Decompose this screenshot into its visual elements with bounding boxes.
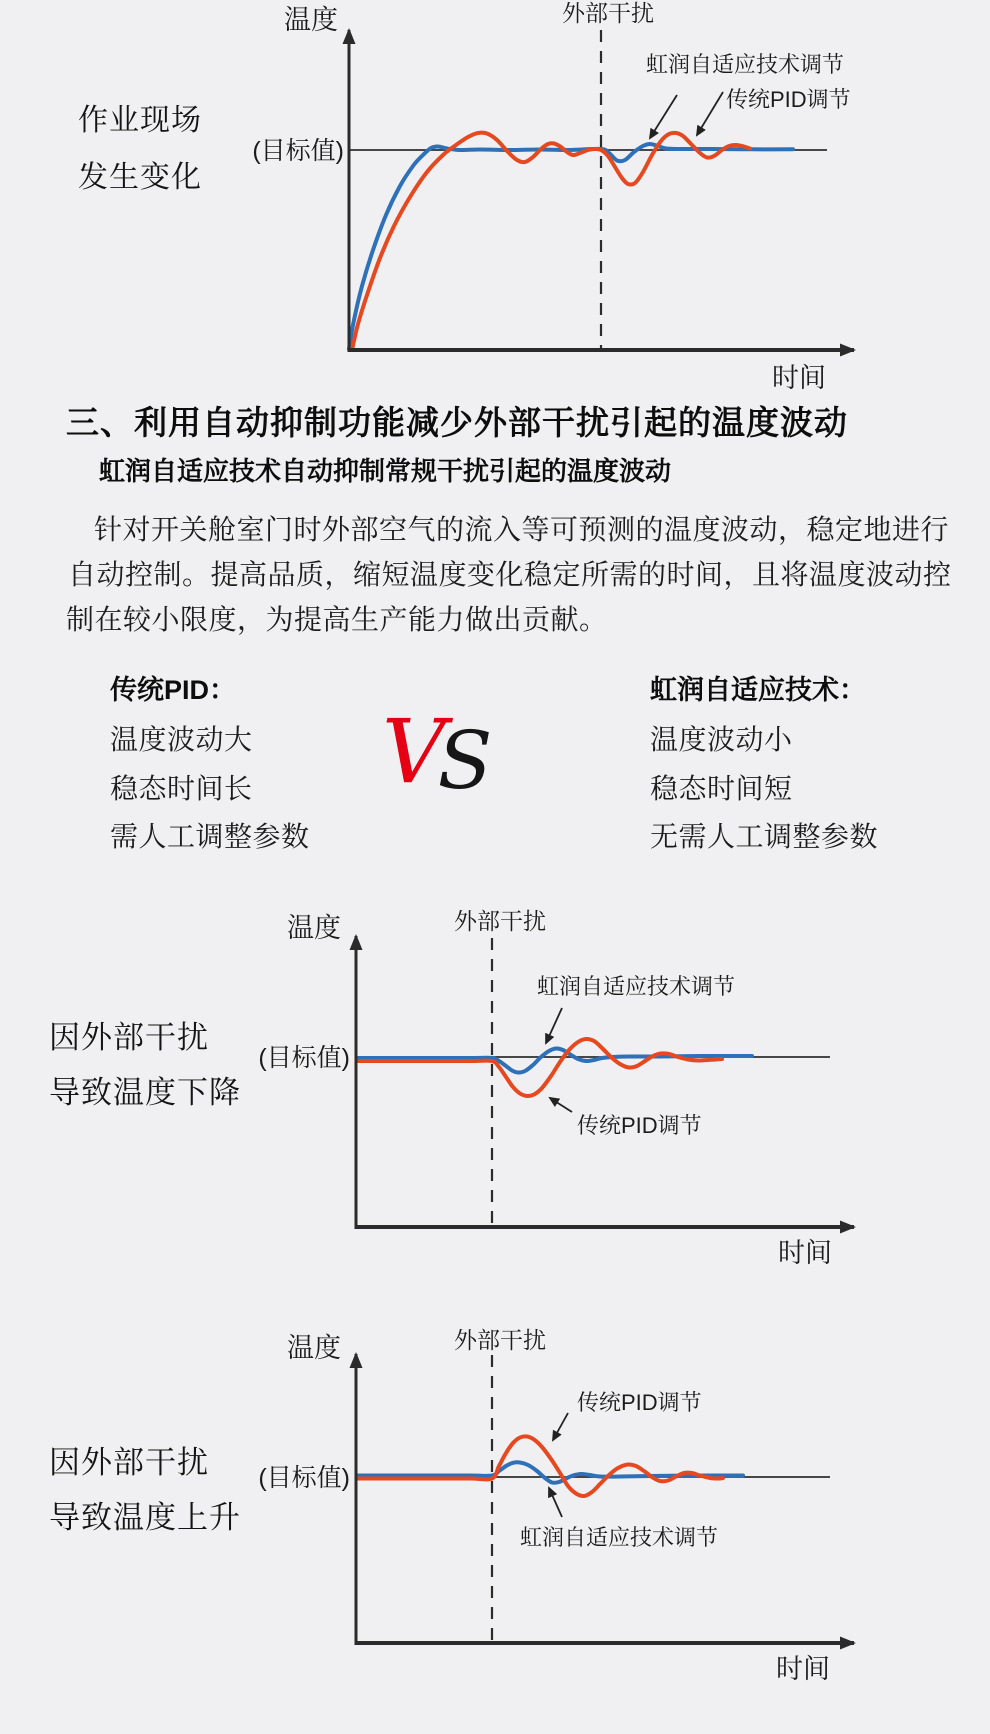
paragraph-line1: 针对开关舱室门时外部空气的流入等可预测的温度波动，稳定地进行 <box>94 514 950 545</box>
comparison-right-item-2: 稳态时间短 <box>650 773 793 804</box>
chart1-x-axis-label: 时间 <box>772 363 826 393</box>
chart1-y-axis-label: 温度 <box>284 5 338 35</box>
chart3-disturbance-label: 外部干扰 <box>454 1327 546 1353</box>
chart2-annotation-arrow-1 <box>546 1008 562 1043</box>
section-heading: 三、利用自动抑制功能减少外部干扰引起的温度波动 <box>66 404 848 441</box>
comparison-right-title: 虹润自适应技术： <box>650 675 866 705</box>
chart2-y-axis-label: 温度 <box>287 913 341 943</box>
chart3-caption-line1: 因外部干扰 <box>49 1445 209 1480</box>
chart1-adaptive-curve <box>349 144 793 349</box>
chart3-pid-curve <box>357 1436 723 1496</box>
chart2-x-axis-label: 时间 <box>778 1238 832 1268</box>
chart1-caption-line2: 发生变化 <box>78 161 202 194</box>
chart2-disturbance-label: 外部干扰 <box>454 908 546 934</box>
vs-letter-v: V <box>382 700 446 803</box>
chart3-target-label: (目标值) <box>258 1464 350 1492</box>
chart3-annotation-adaptive: 虹润自适应技术调节 <box>520 1525 719 1550</box>
chart2-target-label: (目标值) <box>258 1044 350 1072</box>
chart2-caption-line2: 导致温度下降 <box>49 1075 241 1110</box>
chart3-annotation-pid: 传统PID调节 <box>577 1390 702 1415</box>
chart1-annotation-adaptive: 虹润自适应技术调节 <box>646 52 845 77</box>
vs-letter-s: S <box>437 714 493 807</box>
chart3-x-axis-label: 时间 <box>776 1654 830 1684</box>
chart1-plot <box>348 30 855 350</box>
chart3-annotation-arrow-1 <box>553 1413 568 1440</box>
chart1-annotation-pid: 传统PID调节 <box>726 87 851 112</box>
comparison-right-item-1: 温度波动小 <box>650 724 793 755</box>
chart2-annotation-pid: 传统PID调节 <box>577 1113 702 1138</box>
chart3-y-axis-label: 温度 <box>287 1333 341 1363</box>
chart3-caption-line2: 导致温度上升 <box>49 1500 241 1535</box>
chart1-target-label: (目标值) <box>252 137 344 165</box>
chart1-disturbance-label: 外部干扰 <box>562 0 654 26</box>
paragraph-line3: 制在较小限度，为提高生产能力做出贡献。 <box>66 604 608 635</box>
comparison-right-item-3: 无需人工调整参数 <box>650 821 879 852</box>
comparison-left-title: 传统PID： <box>110 675 237 705</box>
chart2-caption-line1: 因外部干扰 <box>49 1020 209 1055</box>
chart1-annotation-arrow-2 <box>697 92 723 135</box>
comparison-left-item-3: 需人工调整参数 <box>110 821 310 852</box>
chart2-pid-curve <box>357 1039 722 1096</box>
chart3-annotation-arrow-2 <box>549 1488 562 1517</box>
chart1-caption-line1: 作业现场 <box>78 104 202 137</box>
comparison-left-item-2: 稳态时间长 <box>110 773 253 804</box>
comparison-left-item-1: 温度波动大 <box>110 724 253 755</box>
chart2-annotation-arrow-2 <box>550 1098 572 1112</box>
paragraph-line2: 自动控制。提高品质，缩短温度变化稳定所需的时间，且将温度波动控 <box>68 559 952 590</box>
vs-graphic <box>382 700 500 807</box>
section-subheading: 虹润自适应技术自动抑制常规干扰引起的温度波动 <box>99 456 672 486</box>
chart2-annotation-adaptive: 虹润自适应技术调节 <box>537 974 736 999</box>
